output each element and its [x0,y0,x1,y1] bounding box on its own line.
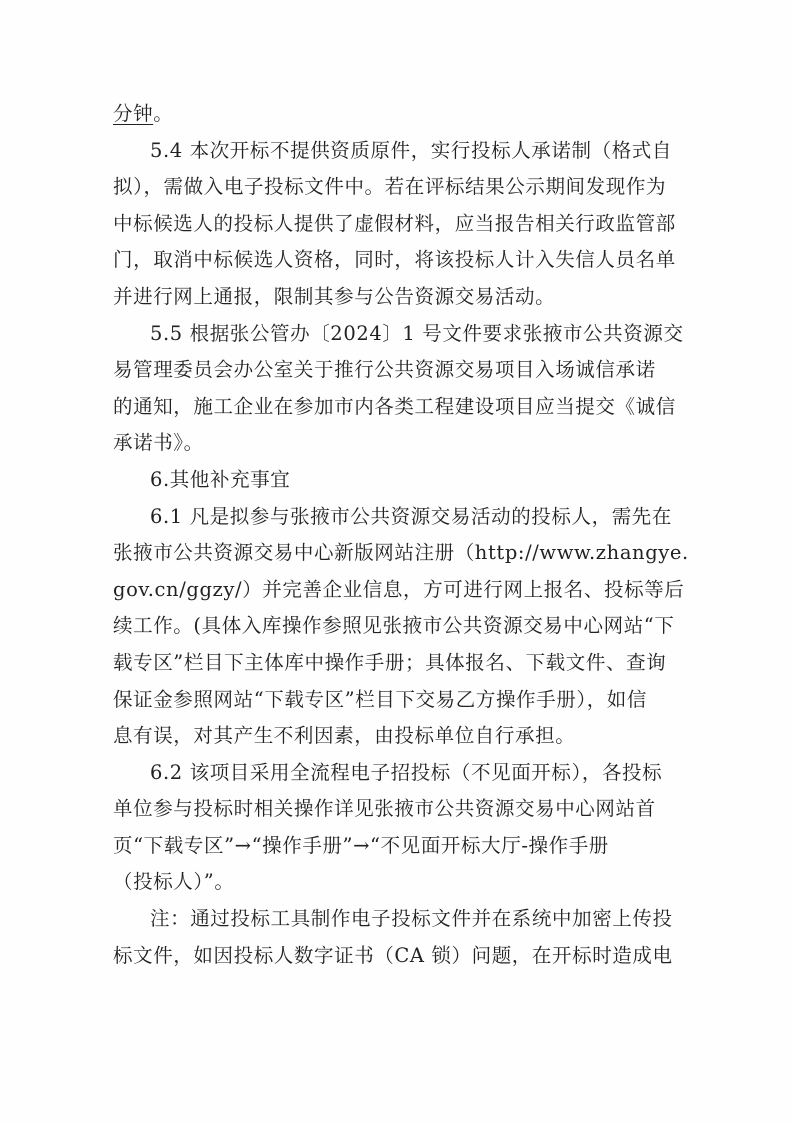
paragraph-tail: 。 [153,102,174,125]
text-line: 息有误，对其产生不利因素，由投标单位自行承担。 [113,724,576,748]
paragraph-note [113,901,673,974]
text-line: （投标人）”。 [113,870,235,894]
text-line: 5.4 本次开标不提供资质原件，实行投标人承诺制（格式自 [150,138,673,162]
text-line: 易管理委员会办公室关于推行公共资源交易项目入场诚信承诺 [113,358,656,382]
text-line: 承诺书》。 [113,431,204,455]
text-line: 单位参与投标时相关操作详见张掖市公共资源交易中心网站首 [113,797,656,821]
section-heading-6 [113,462,673,499]
text-line: 门，取消中标候选人资格，同时，将该投标人计入失信人员名单 [113,248,676,272]
text-line: 中标候选人的投标人提供了虚假材料，应当报告相关行政监管部 [113,211,676,235]
text-line: gov.cn/ggzy/）并完善企业信息，方可进行网上报名、投标等后 [113,577,685,601]
text-line: 保证金参照网站“下载专区”栏目下交易乙方操作手册），如信 [113,687,647,711]
underlined-text: 分钟 [113,102,154,125]
text-line: 页“下载专区”→“操作手册”→“不见面开标大厅-操作手册 [113,833,609,857]
paragraph-continuation [113,96,673,133]
text-line: 续工作。(具体入库操作参照见张掖市公共资源交易中心网站“下 [113,614,675,638]
text-line: 6.1 凡是拟参与张掖市公共资源交易活动的投标人，需先在 [150,504,673,528]
text-line: 标文件，如因投标人数字证书（CA 锁）问题，在开标时造成电 [113,943,673,967]
paragraph-5-5 [113,316,684,462]
text-line: 注：通过投标工具制作电子投标文件并在系统中加密上传投 [150,907,673,931]
text-line: 并进行网上通报，限制其参与公告资源交易活动。 [113,284,556,308]
text-line: 6.2 该项目采用全流程电子招投标（不见面开标），各投标 [150,760,663,784]
paragraph-6-2 [113,755,673,901]
paragraph-6-1 [113,499,689,755]
paragraph-5-4 [113,133,676,316]
text-line: 载专区”栏目下主体库中操作手册；具体报名、下载文件、查询 [113,650,667,674]
document-body [113,96,689,974]
heading-line: 6.其他补充事宜 [150,467,291,491]
text-line: 拟），需做入电子投标文件中。若在评标结果公示期间发现作为 [113,175,667,199]
text-line: 的通知，施工企业在参加市内各类工程建设项目应当提交《诚信 [113,394,676,418]
text-line: 5.5 根据张公管办〔2024〕1 号文件要求张掖市公共资源交 [150,321,684,345]
text-line: 张掖市公共资源交易中心新版网站注册（http://www.zhangye. [113,541,689,565]
